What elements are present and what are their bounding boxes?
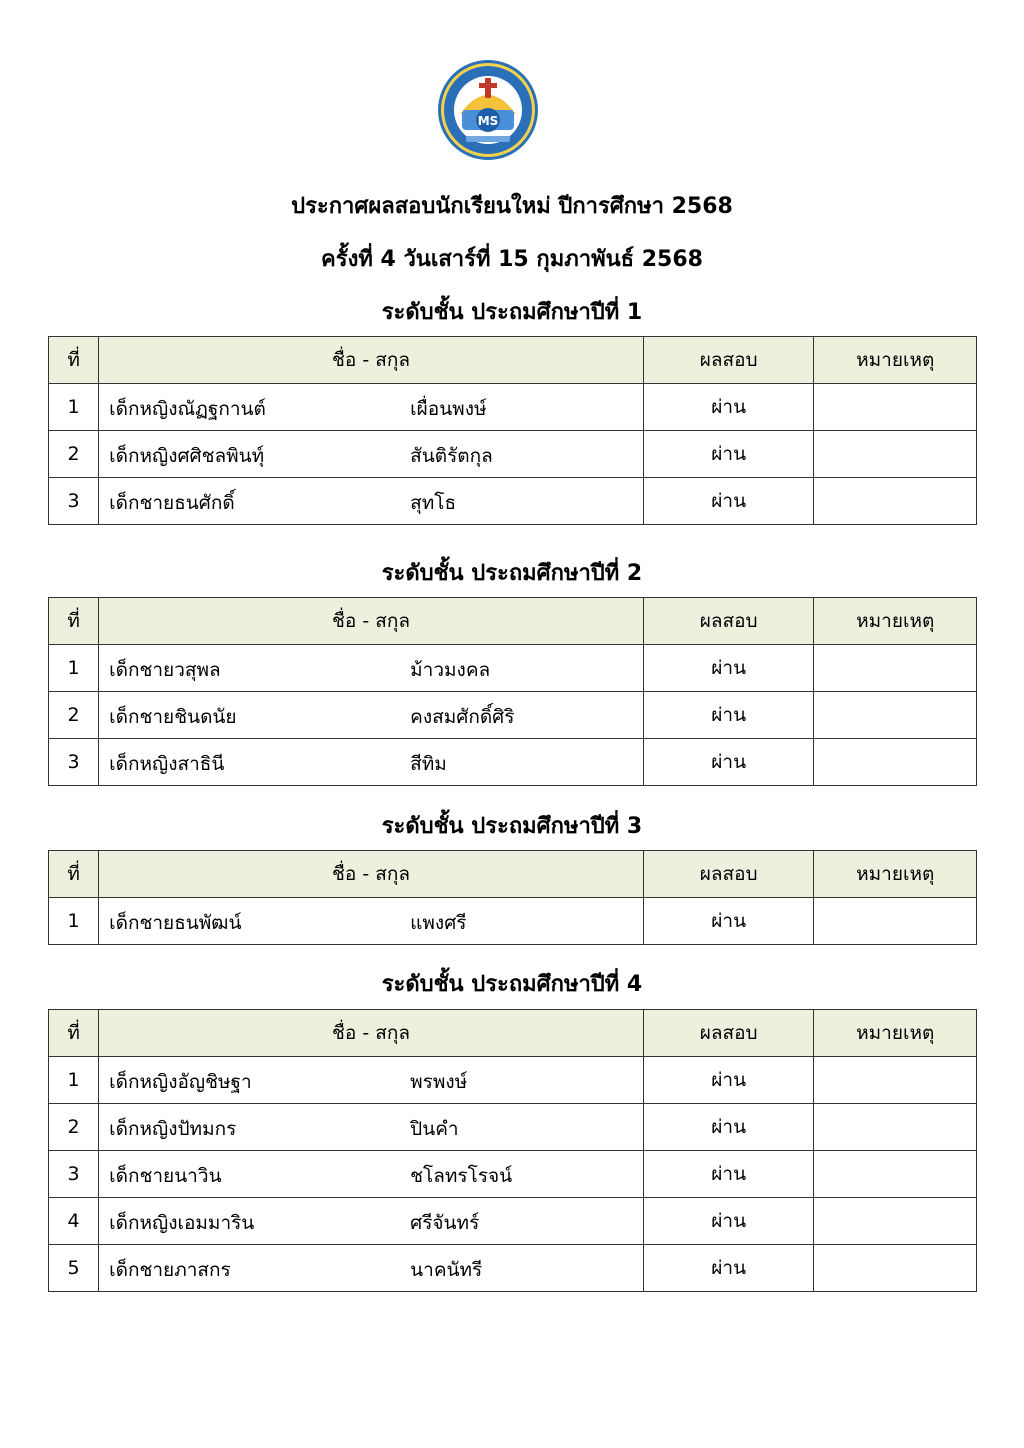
school-logo [436,58,540,162]
last-name: สันติรัตกุล [410,445,493,467]
result-cell: ผ่าน [643,692,814,739]
table-row [49,478,977,525]
column-header-no: ที่ [49,851,99,898]
note-cell [814,1151,977,1198]
table-row [49,431,977,478]
student-name-cell [99,384,644,431]
first-name: เด็กหญิงสาธินี [109,753,225,775]
column-header-note: หมายเหตุ [814,598,977,645]
column-header-no: ที่ [49,598,99,645]
last-name: นาคนัทรี [410,1259,483,1281]
section-heading-p3: ระดับชั้น ประถมศึกษาปีที่ 3 [381,814,643,839]
student-name-cell [99,478,644,525]
column-header-result: ผลสอบ [643,1010,814,1057]
table-row [49,898,977,945]
note-cell [814,898,977,945]
first-name: เด็กหญิงเอมมาริน [109,1212,255,1234]
student-name-cell [99,1104,644,1151]
table-header-row [49,598,977,645]
result-cell: ผ่าน [643,384,814,431]
row-number: 4 [49,1198,99,1245]
column-header-result: ผลสอบ [643,598,814,645]
section-heading-p4: ระดับชั้น ประถมศึกษาปีที่ 4 [381,972,643,997]
results-table-p2 [48,597,977,786]
table-row [49,692,977,739]
note-cell [814,384,977,431]
last-name: ชโลทรโรจน์ [410,1165,513,1187]
student-name-cell [99,645,644,692]
row-number: 2 [49,692,99,739]
table-row [49,1151,977,1198]
last-name: เผื่อนพงษ์ [410,398,487,420]
last-name: คงสมศักดิ์ศิริ [410,706,515,728]
result-cell: ผ่าน [643,1245,814,1292]
section-heading-p1: ระดับชั้น ประถมศึกษาปีที่ 1 [381,300,643,325]
column-header-no: ที่ [49,1010,99,1057]
result-cell: ผ่าน [643,898,814,945]
student-name-cell [99,739,644,786]
student-name-cell [99,1057,644,1104]
result-cell: ผ่าน [643,1198,814,1245]
row-number: 2 [49,431,99,478]
table-header-row [49,1010,977,1057]
last-name: สีทิม [410,753,447,775]
column-header-result: ผลสอบ [643,851,814,898]
first-name: เด็กชายนาวิน [109,1165,222,1187]
note-cell [814,478,977,525]
row-number: 3 [49,478,99,525]
column-header-note: หมายเหตุ [814,1010,977,1057]
table-header-row [49,337,977,384]
last-name: พรพงษ์ [410,1071,468,1093]
section-heading-p2: ระดับชั้น ประถมศึกษาปีที่ 2 [381,561,643,586]
row-number: 1 [49,1057,99,1104]
note-cell [814,645,977,692]
first-name: เด็กชายธนศักดิ์ [109,492,235,514]
student-name-cell [99,898,644,945]
results-table-p3 [48,850,977,945]
result-cell: ผ่าน [643,1057,814,1104]
column-header-note: หมายเหตุ [814,851,977,898]
results-table-p4 [48,1009,977,1292]
last-name: ศรีจันทร์ [410,1212,480,1234]
row-number: 1 [49,645,99,692]
result-cell: ผ่าน [643,431,814,478]
first-name: เด็กหญิงปัทมกร [109,1118,237,1140]
first-name: เด็กหญิงณัฏฐกานต์ [109,398,266,420]
student-name-cell [99,1198,644,1245]
table-row [49,1198,977,1245]
first-name: เด็กหญิงอัญชิษฐา [109,1071,252,1093]
note-cell [814,739,977,786]
last-name: ปินคำ [410,1118,459,1140]
first-name: เด็กชายชินดนัย [109,706,237,728]
column-header-no: ที่ [49,337,99,384]
page-subtitle: ครั้งที่ 4 วันเสาร์ที่ 15 กุมภาพันธ์ 2568 [321,247,703,272]
note-cell [814,692,977,739]
last-name: สุทโธ [410,492,457,514]
note-cell [814,1057,977,1104]
row-number: 1 [49,898,99,945]
note-cell [814,1245,977,1292]
first-name: เด็กชายธนพัฒน์ [109,912,242,934]
row-number: 2 [49,1104,99,1151]
column-header-name: ชื่อ - สกุล [99,598,644,645]
svg-text:MS: MS [477,114,499,128]
note-cell [814,1198,977,1245]
column-header-name: ชื่อ - สกุล [99,851,644,898]
result-cell: ผ่าน [643,645,814,692]
column-header-name: ชื่อ - สกุล [99,337,644,384]
table-row [49,739,977,786]
note-cell [814,1104,977,1151]
table-header-row [49,851,977,898]
table-row [49,1104,977,1151]
first-name: เด็กชายภาสกร [109,1259,231,1281]
table-row [49,384,977,431]
student-name-cell [99,1151,644,1198]
column-header-name: ชื่อ - สกุล [99,1010,644,1057]
table-row [49,645,977,692]
last-name: แพงศรี [410,912,467,934]
last-name: ม้าวมงคล [410,659,491,681]
student-name-cell [99,431,644,478]
row-number: 3 [49,739,99,786]
result-cell: ผ่าน [643,478,814,525]
page-title: ประกาศผลสอบนักเรียนใหม่ ปีการศึกษา 2568 [291,194,733,219]
note-cell [814,431,977,478]
first-name: เด็กหญิงศศิชลพินทุ์ [109,445,265,467]
student-name-cell [99,692,644,739]
row-number: 1 [49,384,99,431]
first-name: เด็กชายวสุพล [109,659,221,681]
column-header-result: ผลสอบ [643,337,814,384]
result-cell: ผ่าน [643,1104,814,1151]
row-number: 5 [49,1245,99,1292]
column-header-note: หมายเหตุ [814,337,977,384]
results-table-p1 [48,336,977,525]
result-cell: ผ่าน [643,739,814,786]
row-number: 3 [49,1151,99,1198]
table-row [49,1245,977,1292]
table-row [49,1057,977,1104]
result-cell: ผ่าน [643,1151,814,1198]
student-name-cell [99,1245,644,1292]
